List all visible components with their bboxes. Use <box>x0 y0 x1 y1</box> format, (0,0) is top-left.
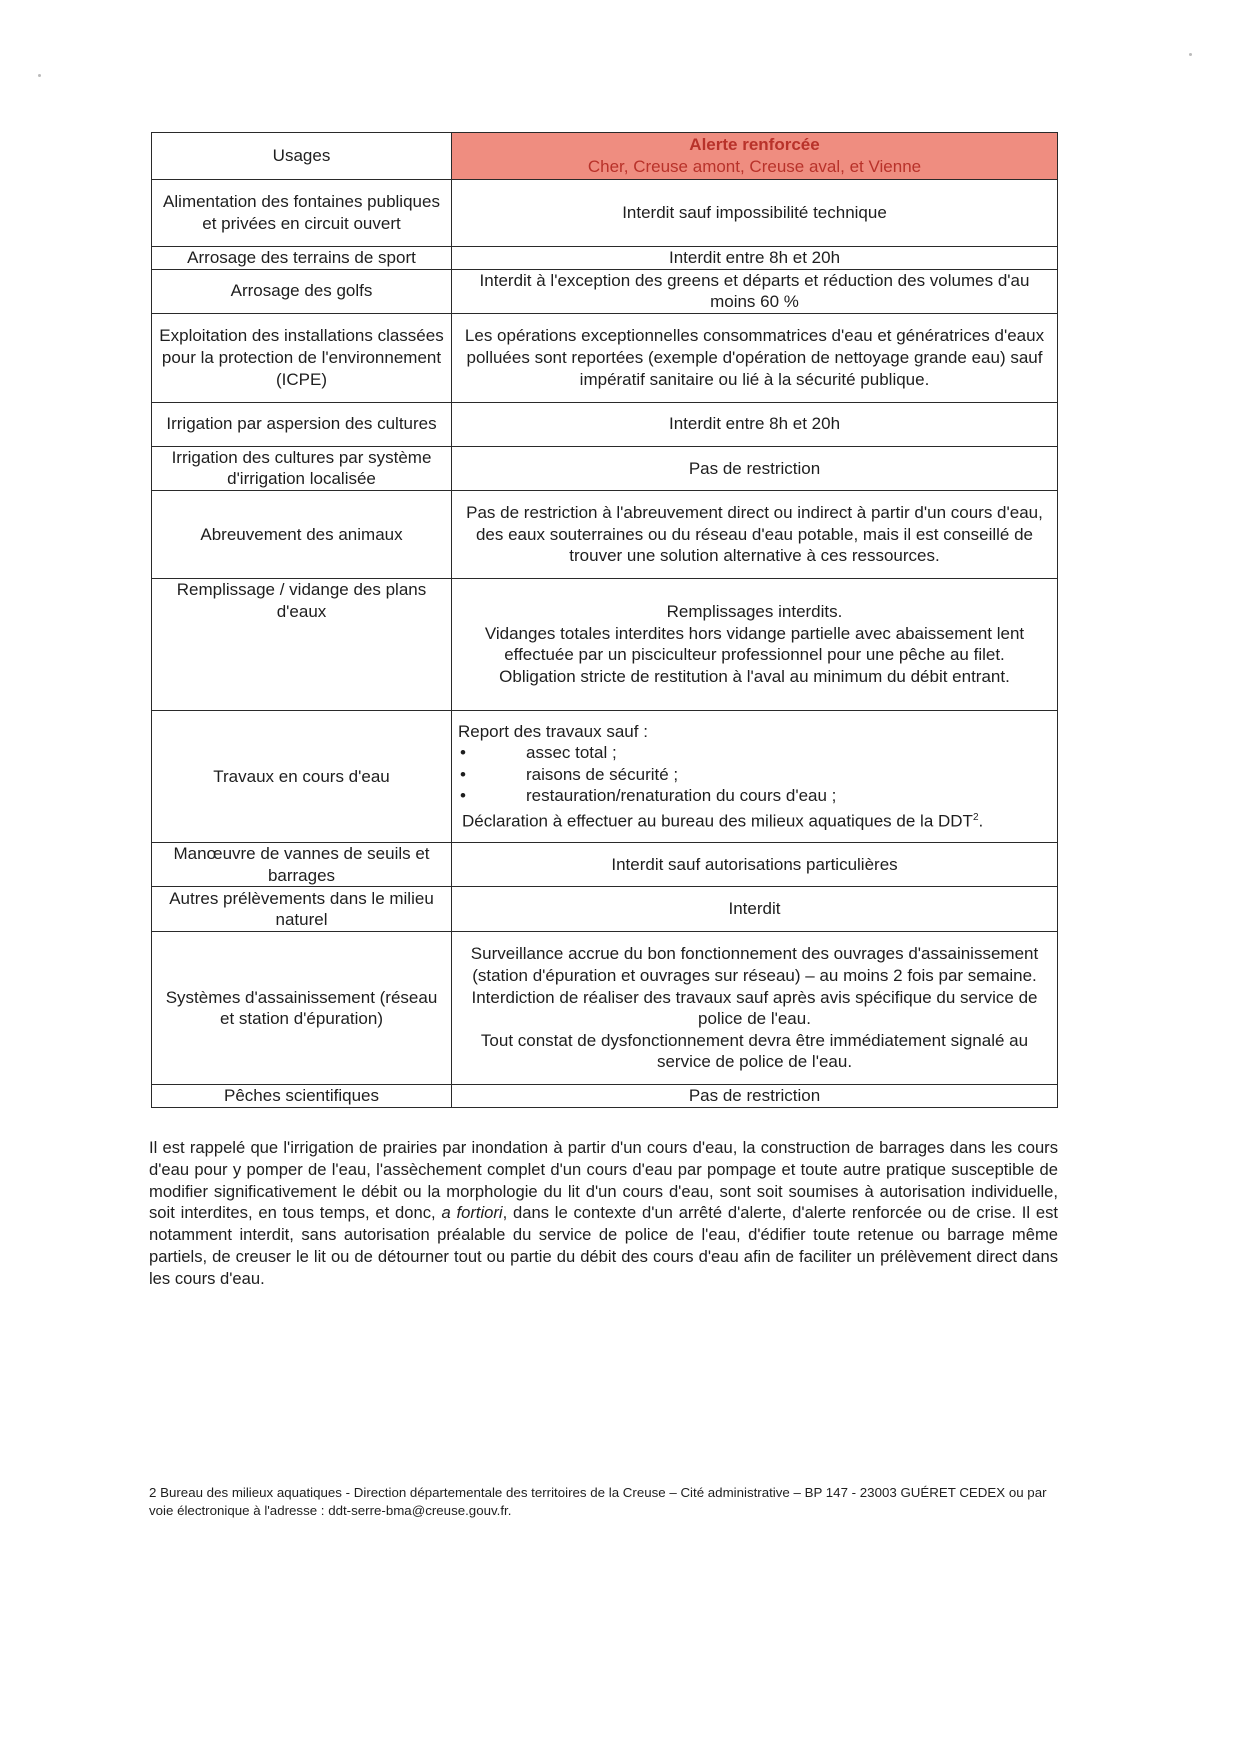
table-header-row <box>152 133 1058 180</box>
usage-cell: Travaux en cours d'eau <box>152 710 452 842</box>
rule-cell: Pas de restriction <box>452 446 1058 490</box>
rule-bullet <box>458 742 1051 764</box>
alert-zones: Cher, Creuse amont, Creuse aval, et Vienne <box>587 157 922 176</box>
rule-cell <box>452 578 1058 710</box>
rule-cell: Pas de restriction <box>452 1085 1058 1108</box>
rule-cell: Interdit entre 8h et 20h <box>452 247 1058 270</box>
rule-line: Tout constat de dysfonctionnement devra être immédiatement signalé au service de police de l'eau. <box>480 1030 1029 1072</box>
usage-cell: Autres prélèvements dans le milieu naturel <box>152 887 452 932</box>
table-row <box>152 402 1058 446</box>
rule-line: Surveillance accrue du bon fonctionnement des ouvrages d'assainissement (station d'épuration et ouvrages sur réseau) – au moins 2 fois par semaine. <box>470 944 1039 985</box>
usage-cell: Pêches scientifiques <box>152 1085 452 1108</box>
note-text: Il est rappelé que l'irrigation de prairies par inondation à partir d'un cours d'eau, la construction de barrages dans les cours d'eau pour y pomper de l'eau, l'assèchement complet d'un cours d'eau par pompage et toute autre pratique susceptible de modifier significativement le débit ou la morphologie du lit d'un cours d'eau, sont soit soumises à autorisation individuelle, soit interdites, en tous temps, et donc, <box>149 1138 1058 1223</box>
alert-level-title: Alerte renforcée <box>689 135 820 155</box>
bullet-icon: • <box>460 743 466 763</box>
usage-cell: Irrigation par aspersion des cultures <box>152 402 452 446</box>
rule-cell: Interdit sauf impossibilité technique <box>452 180 1058 247</box>
rule-cell: Interdit à l'exception des greens et départs et réduction des volumes d'au moins 60 % <box>452 269 1058 313</box>
usage-cell: Irrigation des cultures par système d'irrigation localisée <box>152 446 452 490</box>
table-row <box>152 1085 1058 1108</box>
table-row <box>152 490 1058 578</box>
footnote-text: Bureau des milieux aquatiques - Direction départementale des territoires de la Creuse – Cité administrative – BP 147 - 23003 GUÉRET CEDEX ou par voie électronique à l'adresse : ddt-serre-bma@creuse.gouv.fr. <box>149 1485 1047 1518</box>
rule-bullet <box>458 764 1051 786</box>
header-usages: Usages <box>152 133 452 180</box>
rule-line: Interdiction de réaliser des travaux sauf après avis spécifique du service de police de l'eau. <box>471 987 1038 1029</box>
table-row <box>152 269 1058 313</box>
header-alert-level <box>452 133 1058 180</box>
rule-cell: Les opérations exceptionnelles consommatrices d'eau et génératrices d'eaux polluées sont reportées (exemple d'opération de nettoyage grande eau) sauf impératif sanitaire ou lié à la sécurité publique. <box>452 313 1058 402</box>
rule-cell: Pas de restriction à l'abreuvement direct ou indirect à partir d'un cours d'eau, des eaux souterraines ou du réseau d'eau potable, mais il est conseillé de trouver une solution alternative à ces ressources. <box>452 490 1058 578</box>
table-row <box>152 247 1058 270</box>
rule-cell <box>452 932 1058 1085</box>
rule-outro-text: Déclaration à effectuer au bureau des milieux aquatiques de la DDT <box>462 811 973 831</box>
rule-cell: Interdit <box>452 887 1058 932</box>
rule-intro: Report des travaux sauf : <box>458 721 648 741</box>
footnote-number: 2 <box>149 1485 157 1500</box>
note-italic: a fortiori <box>441 1203 503 1223</box>
table-row <box>152 446 1058 490</box>
bullet-text: restauration/renaturation du cours d'eau ; <box>526 786 837 806</box>
table-row <box>152 887 1058 932</box>
rule-cell: Interdit entre 8h et 20h <box>452 402 1058 446</box>
note-text: , dans le contexte d'un arrêté d'alerte, d'alerte renforcée ou de crise. Il est notamment interdit, sans autorisation préalable du service de police de l'eau, d'édifier toute retenue ou barrage même partiels, de creuser le lit ou de détourner tout ou partie du débit des cours d'eau afin de faciliter un prélèvement direct dans les cours d'eau. <box>149 1203 1058 1288</box>
table-row <box>152 180 1058 247</box>
usage-cell: Alimentation des fontaines publiques et privées en circuit ouvert <box>152 180 452 247</box>
table-row <box>152 313 1058 402</box>
rule-line: Remplissages interdits. <box>666 602 843 622</box>
usage-cell: Manœuvre de vannes de seuils et barrages <box>152 842 452 886</box>
footnote <box>149 1484 1058 1520</box>
rule-cell <box>452 710 1058 842</box>
restrictions-table <box>151 132 1058 1108</box>
rule-cell: Interdit sauf autorisations particulières <box>452 842 1058 886</box>
usage-cell: Systèmes d'assainissement (réseau et station d'épuration) <box>152 932 452 1085</box>
bullet-icon: • <box>460 786 466 806</box>
table-row <box>152 710 1058 842</box>
rule-outro <box>458 807 1051 832</box>
bullet-text: raisons de sécurité ; <box>526 764 679 784</box>
footnote-ref: 2 <box>972 812 979 824</box>
bullet-icon: • <box>460 764 466 784</box>
bullet-text: assec total ; <box>526 743 617 763</box>
rule-line: Obligation stricte de restitution à l'aval au minimum du débit entrant. <box>499 667 1010 687</box>
table-row <box>152 578 1058 710</box>
rule-line: Vidanges totales interdites hors vidange partielle avec abaissement lent effectuée par un pisciculteur professionnel pour une pêche au filet. <box>484 623 1025 665</box>
legal-reminder-paragraph <box>149 1137 1058 1290</box>
table-row <box>152 842 1058 886</box>
usage-cell: Abreuvement des animaux <box>152 490 452 578</box>
rule-bullet <box>458 785 1051 807</box>
usage-cell: Arrosage des terrains de sport <box>152 247 452 270</box>
rule-outro-end: . <box>978 811 984 831</box>
scan-speck <box>38 74 41 77</box>
table-row <box>152 932 1058 1085</box>
scan-speck <box>1189 53 1192 56</box>
usage-cell: Arrosage des golfs <box>152 269 452 313</box>
usage-cell: Remplissage / vidange des plans d'eaux <box>152 578 452 710</box>
usage-cell: Exploitation des installations classées pour la protection de l'environnement (ICPE) <box>152 313 452 402</box>
